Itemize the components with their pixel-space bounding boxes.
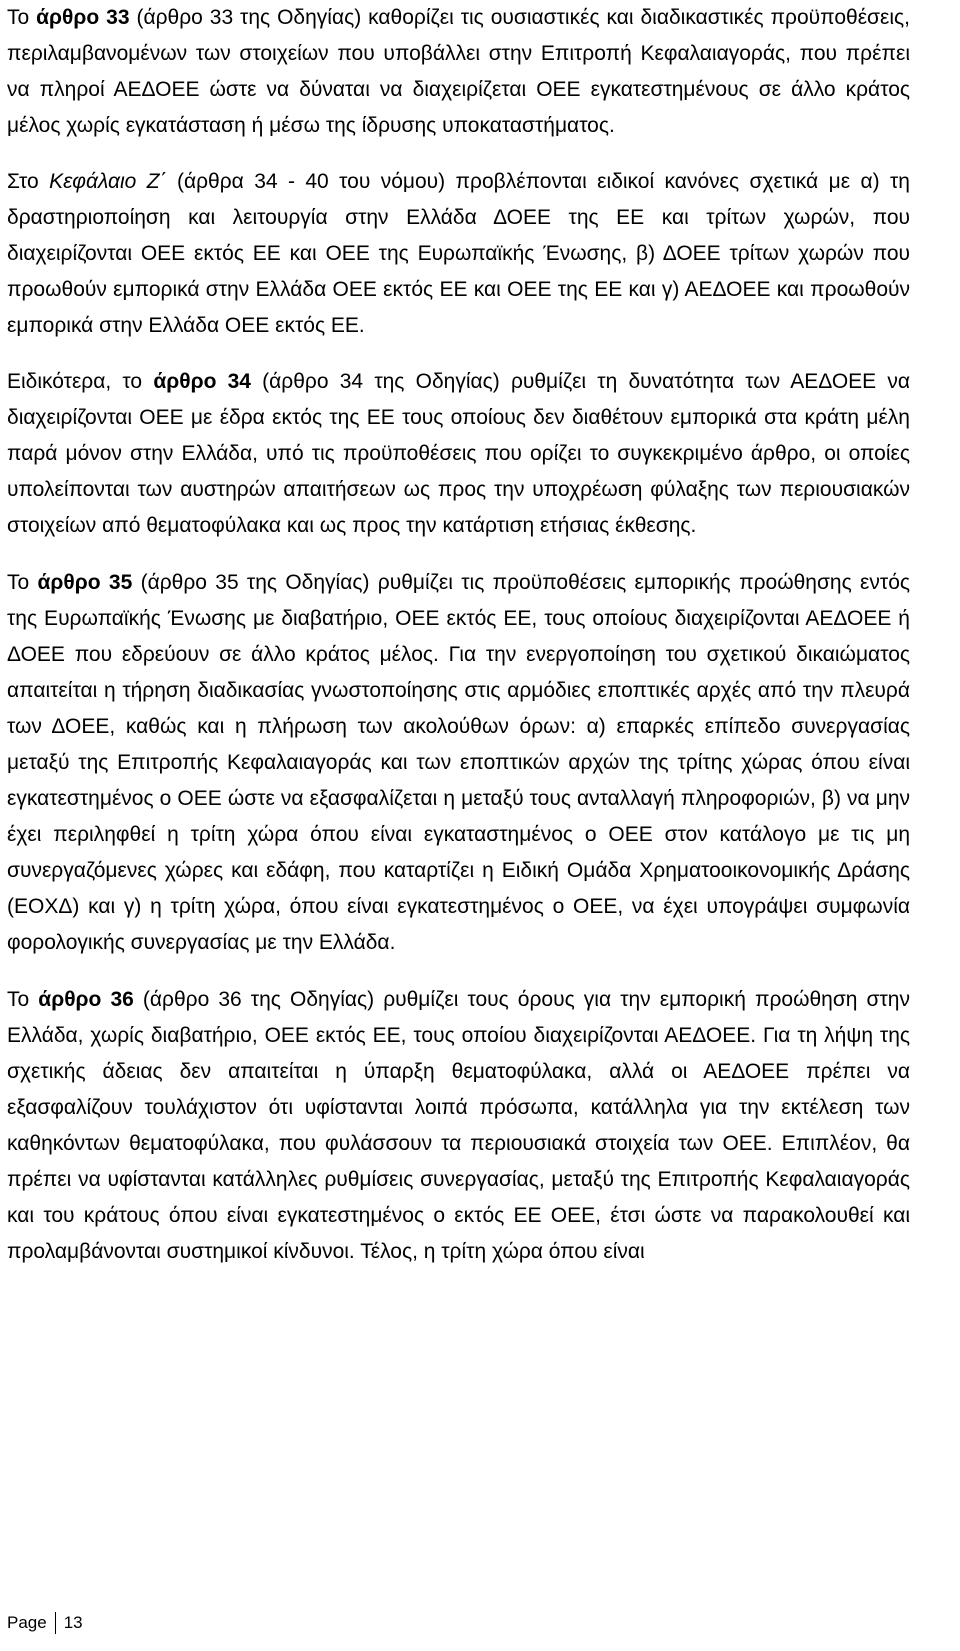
paragraph-text: Το — [7, 6, 37, 29]
paragraph-article-35 — [7, 565, 910, 961]
paragraph-article-36 — [7, 982, 910, 1270]
page-number: 13 — [63, 1613, 83, 1632]
paragraph-text: Στο — [7, 170, 50, 193]
footer-divider — [55, 1612, 56, 1634]
page-label: Page — [7, 1613, 47, 1632]
paragraph-text: (άρθρα 34 - 40 του νόμου) προβλέπονται ειδικοί κανόνες σχετικά με α) τη δραστηριοποίηση και λειτουργία στην Ελλάδα ΔΟΕΕ της ΕΕ και τρίτων χωρών, που διαχειρίζονται ΟΕΕ εκτός ΕΕ και ΟΕΕ της Ευρωπαϊκής Ένωσης, β) ΔΟΕΕ τρίτων χωρών που προωθούν εμπορικά στην Ελλάδα ΟΕΕ εκτός ΕΕ και ΟΕΕ της ΕΕ και γ) ΑΕΔΟΕΕ και προωθούν εμπορικά στην Ελλάδα ΟΕΕ εκτός ΕΕ. — [7, 170, 910, 337]
paragraph-text: (άρθρο 36 της Οδηγίας) ρυθμίζει τους όρους για την εμπορική προώθηση στην Ελλάδα, χωρίς διαβατήριο, ΟΕΕ εκτός ΕΕ, τους οποίου διαχειρίζονται ΑΕΔΟΕΕ. Για τη λήψη της σχετικής άδειας δεν απαιτείται η ύπαρξη θεματοφύλακα, αλλά οι ΑΕΔΟΕΕ πρέπει να εξασφαλίζουν τουλάχιστον ότι υφίστανται λοιπά πρόσωπα, κατάλληλα για την εκτέλεση των καθηκόντων θεματοφύλακα, που φυλάσσουν τα περιουσιακά στοιχεία των ΟΕΕ. Επιπλέον, θα πρέπει να υφίστανται κατάλληλες ρυθμίσεις συνεργασίας, μεταξύ της Επιτροπής Κεφαλαιαγοράς και του κράτους όπου είναι εγκατεστημένος ο εκτός ΕΕ ΟΕΕ, έτσι ώστε να παρακολουθεί και προλαμβάνονται συστημικοί κίνδυνοι. Τέλος, η τρίτη χώρα όπου είναι — [7, 988, 910, 1263]
paragraph-text: Το — [7, 571, 38, 594]
page-footer — [7, 1612, 83, 1634]
chapter-reference: Κεφάλαιο Ζ΄ — [49, 170, 167, 193]
article-reference: άρθρο 35 — [37, 571, 133, 594]
paragraph-chapter-z — [7, 164, 910, 344]
paragraph-text: (άρθρο 33 της Οδηγίας) καθορίζει τις ουσιαστικές και διαδικαστικές προϋποθέσεις, περιλαμβανομένων των στοιχείων που υποβάλλει στην Επιτροπή Κεφαλαιαγοράς, που πρέπει να πληροί ΑΕΔΟΕΕ ώστε να δύναται να διαχειρίζεται ΟΕΕ εγκατεστημένους σε άλλο κράτος μέλος χωρίς εγκατάσταση ή μέσω της ίδρυσης υποκαταστήματος. — [7, 6, 910, 137]
article-reference: άρθρο 34 — [153, 370, 251, 393]
paragraph-text: (άρθρο 34 της Οδηγίας) ρυθμίζει τη δυνατότητα των ΑΕΔΟΕΕ να διαχειρίζονται ΟΕΕ με έδρα εκτός της ΕΕ τους οποίους δεν διαθέτουν εμπορικά στα κράτη μέλη παρά μόνον στην Ελλάδα, υπό τις προϋποθέσεις που ορίζει το συγκεκριμένο άρθρο, οι οποίες υπολείπονται των αυστηρών απαιτήσεων ως προς την υποχρέωση φύλαξης των περιουσιακών στοιχείων από θεματοφύλακα και ως προς την κατάρτιση ετήσιας έκθεσης. — [7, 370, 911, 537]
paragraph-text: (άρθρο 35 της Οδηγίας) ρυθμίζει τις προϋποθέσεις εμπορικής προώθησης εντός της Ευρωπαϊκής Ένωσης με διαβατήριο, ΟΕΕ εκτός ΕΕ, τους οποίους διαχειρίζονται ΑΕΔΟΕΕ ή ΔΟΕΕ που εδρεύουν σε άλλο κράτος μέλος. Για την ενεργοποίηση του σχετικού δικαιώματος απαιτείται η τήρηση διαδικασίας γνωστοποίησης στις αρμόδιες εποπτικές αρχές από την πλευρά των ΔΟΕΕ, καθώς και η πλήρωση των ακολούθων όρων: α) επαρκές επίπεδο συνεργασίας μεταξύ της Επιτροπής Κεφαλαιαγοράς και των εποπτικών αρχών της τρίτης χώρας όπου είναι εγκατεστημένος ο ΟΕΕ ώστε να εξασφαλίζεται η μεταξύ τους ανταλλαγή πληροφοριών, β) να μην έχει περιληφθεί η τρίτη χώρα όπου είναι εγκαταστημένος ο ΟΕΕ στον κατάλογο με τις μη συνεργαζόμενες χώρες και εδάφη, που καταρτίζει η Ειδική Ομάδα Χρηματοοικονομικής Δράσης (ΕΟΧΔ) και γ) η τρίτη χώρα, όπου είναι εγκατεστημένος ο ΟΕΕ, να έχει υπογράψει συμφωνία φορολογικής συνεργασίας με την Ελλάδα. — [7, 571, 911, 954]
article-reference: άρθρο 36 — [38, 988, 134, 1011]
paragraph-article-34 — [7, 364, 910, 544]
article-reference: άρθρο 33 — [36, 6, 130, 29]
paragraph-text: Το — [7, 988, 39, 1011]
document-body — [7, 0, 910, 1270]
paragraph-article-33 — [7, 0, 910, 144]
paragraph-text: Ειδικότερα, το — [7, 370, 154, 393]
